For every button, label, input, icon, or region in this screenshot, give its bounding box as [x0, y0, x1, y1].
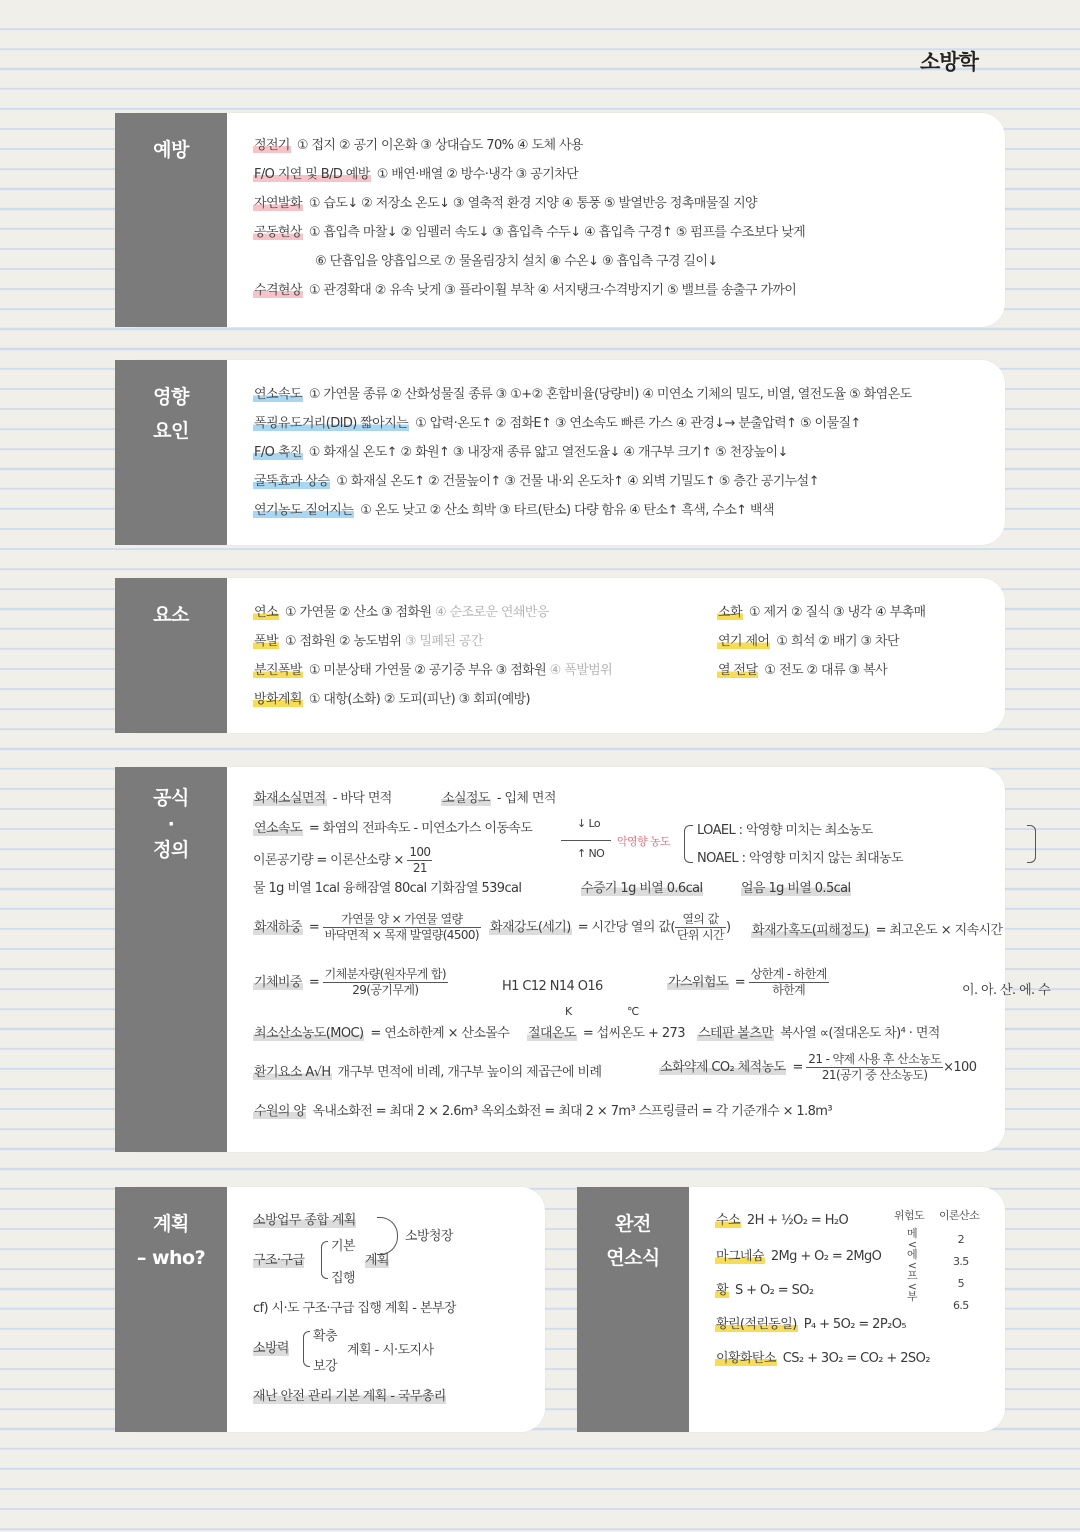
- def-keyword: 화재하중: [254, 920, 302, 935]
- row-text: ① 화재실 온도↑ ② 화원↑ ③ 내장재 종류 얇고 열전도율↓ ④ 개구부 크기↑ ⑤ 천장높이↓: [308, 445, 788, 460]
- prevention-label: 예방: [115, 113, 227, 327]
- factors-card: [115, 360, 1005, 545]
- fraction-den: 바닥면적 × 목재 발열량(4500): [324, 928, 480, 942]
- gas-risk-def: 가스위험도 = $\frac{\text{상한계 - 하한계}}{\text{하한계}}$: [668, 967, 827, 997]
- fraction-num: 기체분자량(원자무게 합): [324, 967, 446, 981]
- def-keyword: 화재강도(세기): [490, 920, 571, 935]
- prevention-row: [253, 218, 1005, 247]
- table-cell: 2: [957, 1233, 965, 1246]
- def-text: = 연소하한계 × 산소몰수: [370, 1026, 510, 1041]
- fraction-den: 21: [412, 861, 427, 875]
- def-text: = 화염의 전파속도 - 미연소가스 이동속도: [308, 821, 533, 836]
- fraction: [675, 912, 726, 943]
- plan-label-1: 계획: [153, 1213, 189, 1235]
- combustion-label-1: 완전: [615, 1213, 651, 1235]
- elements-right-column: [717, 598, 926, 685]
- prevention-row: [253, 160, 1005, 189]
- row-text: 2Mg + O₂ = 2MgO: [770, 1249, 882, 1264]
- fraction: [806, 1052, 943, 1083]
- def-text: - 바닥 면적: [332, 791, 392, 806]
- row-keyword: 폭굉유도거리(DID) 짧아지는: [254, 416, 409, 431]
- lo-label: ↓ Lo: [577, 817, 600, 830]
- def-keyword: 화재가혹도(피해정도): [752, 923, 869, 938]
- fire-load-def: 화재하중 = $\frac{\text{가연물 양 × 가연물 열량}}{\text{바닥면적 × 목재 발열량(4500)}}$: [254, 912, 480, 942]
- def-keyword: 가스위험도: [668, 975, 728, 990]
- row-text: ① 온도 낮고 ② 산소 희박 ③ 타르(탄소) 다량 함유 ④ 탄소↑ 흑색, 수소↑ 백색: [360, 503, 774, 518]
- row-muted-text: ④ 폭발범위: [549, 663, 613, 678]
- fraction: [749, 967, 829, 998]
- bracket-left: [684, 825, 693, 863]
- plan-row-5: 재난 안전 관리 기본 계획 - 국무총리: [253, 1385, 446, 1404]
- row-keyword: 이황화탄소: [716, 1351, 776, 1366]
- def-text: 복사열 ∝(절대온도 차)⁴ · 면적: [780, 1026, 940, 1041]
- plan-row-2-plan: 계획: [365, 1249, 389, 1268]
- plan-row-2-basic: 기본: [331, 1239, 355, 1254]
- table-cell: <: [907, 1279, 917, 1293]
- def-keyword: 화재소실면적: [254, 791, 326, 806]
- table-cell: <: [907, 1237, 917, 1251]
- row-text: ① 제거 ② 질식 ③ 냉각 ④ 부촉매: [748, 605, 926, 620]
- row-text: ① 관경확대 ② 유속 낮게 ③ 플라이휠 부착 ④ 서지탱크·수격방지기 ⑤ 밸브를 송출구 가까이: [308, 283, 797, 298]
- combustion-label-2: 연소식: [606, 1247, 660, 1269]
- divider-line: [561, 840, 611, 841]
- row-muted-text: ④ 순조로운 연쇄반응: [434, 605, 549, 620]
- elements-card: [115, 578, 1005, 733]
- row-keyword: 소화: [718, 605, 742, 620]
- plan-label-2: – who?: [136, 1247, 206, 1269]
- def-text: 이론공기량 = 이론산소량 ×: [253, 853, 404, 868]
- kelvin-label: K: [565, 1005, 572, 1018]
- ventilation-def: [253, 1061, 601, 1080]
- formulas-label-2: 정의: [153, 839, 189, 861]
- factors-label-2: 요인: [153, 420, 189, 442]
- plan-row-4-top: 확충: [313, 1329, 337, 1344]
- loael-def: LOAEL : 악영향 미치는 최소농도: [697, 823, 873, 838]
- def-keyword: 소화약제 CO₂ 체적농도: [660, 1060, 786, 1075]
- combustion-row: [715, 1347, 930, 1366]
- combustion-body: [689, 1187, 1005, 1432]
- multiplier: ×100: [943, 1060, 977, 1075]
- row-keyword: 정전기: [254, 138, 290, 153]
- table-cell: 5: [957, 1277, 965, 1290]
- fraction-den: 하한계: [772, 983, 806, 997]
- row-text: ① 미분상태 가연물 ② 공기중 부유 ③ 점화원: [308, 663, 547, 678]
- plan-row-2-left: 구조·구급: [253, 1249, 304, 1268]
- row-keyword: 굴뚝효과 상승: [254, 474, 330, 489]
- steam-heat-def: 수증기 1g 비열 0.6cal: [581, 877, 703, 896]
- row-keyword: 황: [716, 1283, 728, 1298]
- fraction-num: 열의 값: [675, 912, 726, 928]
- def-keyword: 스테판 볼츠만: [698, 1026, 774, 1041]
- elements-row: [253, 627, 612, 656]
- elements-row: [253, 598, 612, 627]
- plan-row-1-right: 소방청장: [405, 1229, 453, 1244]
- row-keyword: 연기농도 짙어지는: [254, 503, 354, 518]
- row-keyword: 공동현상: [254, 225, 302, 240]
- plan-row-1: 소방업무 종합 계획: [253, 1209, 356, 1228]
- plan-row-2-exec: 집행: [331, 1271, 355, 1286]
- row-text: S + O₂ = SO₂: [734, 1283, 814, 1298]
- elements-row: [253, 685, 612, 714]
- row-text: ① 가연물 종류 ② 산화성물질 종류 ③ ①+② 혼합비율(당량비) ④ 미연소 기체의 밀도, 비열, 열전도율 ⑤ 화염온도: [308, 387, 912, 402]
- burning-speed-def: [253, 817, 532, 836]
- row-text: ① 점화원 ② 농도범위: [284, 634, 402, 649]
- fraction: [323, 912, 481, 943]
- row-text: P₄ + 5O₂ = 2P₂O₅: [803, 1317, 906, 1332]
- fraction-den: 단위 시간: [676, 928, 725, 942]
- fraction-num: 가연물 양 × 가연물 열량: [323, 912, 481, 928]
- def-keyword: 소실정도: [442, 791, 490, 806]
- row-text: ① 희석 ② 배기 ③ 차단: [776, 634, 899, 649]
- elements-body: [227, 578, 1005, 733]
- water-heat-def: 물 1g 비열 1cal 융해잠열 80cal 기화잠열 539cal: [253, 881, 522, 896]
- fraction-den: 21(공기 중 산소농도): [821, 1068, 928, 1082]
- fire-intensity-def: 화재강도(세기) = 시간당 열의 값( $\frac{\text{열의 값}}{\text{단위 시간}}$ ): [490, 912, 731, 942]
- fraction-den: 29(공기무게): [352, 983, 419, 997]
- plan-row-4-bot: 보강: [313, 1359, 337, 1374]
- abs-temp-def: [527, 1022, 685, 1041]
- prevention-row: [253, 276, 1005, 305]
- prevention-row: [253, 189, 1005, 218]
- fire-severity-def: [751, 919, 1002, 938]
- def-text: = 섭씨온도 + 273: [582, 1026, 685, 1041]
- elements-label: 요소: [115, 578, 227, 733]
- factors-body: [227, 360, 1005, 545]
- row-text: 2H + ½O₂ = H₂O: [746, 1213, 849, 1228]
- prevention-row: [253, 131, 1005, 160]
- combustion-label: [577, 1187, 689, 1432]
- no-label: ↑ NO: [577, 847, 605, 860]
- water-source-def: [253, 1100, 832, 1119]
- row-muted-text: ③ 밀폐된 공간: [404, 634, 483, 649]
- table-col-risk: [907, 1229, 917, 1303]
- factors-row: [253, 496, 1005, 525]
- row-text: ① 대항(소화) ② 도피(피난) ③ 회피(예방): [308, 692, 530, 707]
- table-cell: 3.5: [953, 1255, 969, 1268]
- factors-row: [253, 380, 1005, 409]
- row-text: ① 배연·배열 ② 방수·냉각 ③ 공기차단: [376, 167, 579, 182]
- plan-card: [115, 1187, 545, 1432]
- def-keyword: 연소속도: [254, 821, 302, 836]
- moc-def: [253, 1022, 509, 1041]
- fraction: [407, 845, 432, 876]
- table-col-oxygen: [953, 1229, 969, 1317]
- factors-row: [253, 438, 1005, 467]
- burned-area-def: [253, 787, 392, 806]
- row-keyword: 수격현상: [254, 283, 302, 298]
- fraction-num: 100: [409, 845, 431, 859]
- row-keyword: 수소: [716, 1213, 740, 1228]
- row-keyword: 마그네슘: [716, 1249, 764, 1264]
- row-keyword: 황린(적린동일): [716, 1317, 797, 1332]
- combustion-row: [715, 1245, 881, 1264]
- table-cell: <: [907, 1258, 917, 1272]
- prevention-card: [115, 113, 1005, 327]
- plan-row-3: cf) 시·도 구조·구급 집행 계획 - 본부장: [253, 1301, 456, 1316]
- row-keyword: 방화계획: [254, 692, 302, 707]
- def-keyword: 기체비중: [254, 975, 302, 990]
- fraction-num: 21 - 약제 사용 후 산소농도: [808, 1052, 942, 1066]
- gas-sg-def: 기체비중 = $\frac{\text{기체분자량(원자무게 합)}}{\text{29(공기무게)}}$: [254, 967, 446, 997]
- stefan-boltzmann-def: [697, 1022, 940, 1041]
- row-keyword: 자연발화: [254, 196, 302, 211]
- def-keyword: 절대온도: [528, 1026, 576, 1041]
- page-title: 소방학: [920, 50, 978, 74]
- table-cell: 에: [907, 1248, 918, 1261]
- combustion-row: [715, 1313, 906, 1332]
- def-keyword: 수원의 양: [254, 1104, 306, 1119]
- row-keyword: 열 전달: [718, 663, 758, 678]
- elements-row: [717, 627, 926, 656]
- formulas-card: [115, 767, 1051, 1152]
- elements-row: [717, 656, 926, 685]
- prevention-body: [227, 113, 1005, 327]
- row-text: ① 화재실 온도↑ ② 건물높이↑ ③ 건물 내·외 온도차↑ ④ 외벽 기밀도↑ ⑤ 층간 공기누설↑: [336, 474, 819, 489]
- toxic-label: 악영향 농도: [617, 835, 671, 848]
- def-text: = 최고온도 × 지속시간: [875, 923, 1003, 938]
- combustion-row: [715, 1279, 813, 1298]
- prevention-row: [253, 247, 1005, 276]
- celsius-label: ℃: [627, 1005, 639, 1018]
- row-text: CS₂ + 3O₂ = CO₂ + 2SO₂: [782, 1351, 930, 1366]
- formulas-label-dot: ·: [167, 813, 175, 835]
- plan-brace: [303, 1331, 310, 1367]
- plan-row-4-left: 소방력: [253, 1337, 289, 1356]
- table-cell: 프: [907, 1269, 918, 1282]
- factors-label-1: 영향: [153, 386, 189, 408]
- co2-concentration-def: 소화약제 CO₂ 체적농도 = $\frac{\text{21 - 약제 사용 후 산소농도}}{\text{21(공기 중 산소농도)}}$ ×100: [660, 1052, 977, 1082]
- row-keyword: 연소속도: [254, 387, 302, 402]
- formulas-label: [115, 767, 227, 1152]
- def-text: = 시간당 열의 값: [577, 920, 671, 935]
- elements-row: [253, 656, 612, 685]
- atomic-weights: H1 C12 N14 O16: [502, 979, 603, 994]
- gas-risk-order: 이. 아. 산. 에. 수: [962, 983, 1051, 998]
- row-text: ① 전도 ② 대류 ③ 복사: [764, 663, 887, 678]
- row-text: ① 흡입측 마찰↓ ② 임펠러 속도↓ ③ 흡입측 수두↓ ④ 흡입측 구경↑ ⑤ 펌프를 수조보다 낮게: [308, 225, 806, 240]
- row-text: ① 가연물 ② 산소 ③ 점화원: [284, 605, 432, 620]
- elements-row: [717, 598, 926, 627]
- row-keyword: 폭발: [254, 634, 278, 649]
- row-keyword: 연기 제어: [718, 634, 770, 649]
- plan-label: [115, 1187, 227, 1432]
- plan-body: [227, 1187, 545, 1432]
- row-keyword: 분진폭발: [254, 663, 302, 678]
- fraction: [323, 967, 448, 998]
- fraction-num: 상한계 - 하한계: [750, 967, 827, 981]
- row-keyword: F/O 지연 및 B/D 예방: [254, 167, 370, 182]
- def-keyword: 최소산소농도(MOC): [254, 1026, 364, 1041]
- ice-heat-def: 얼음 1g 비열 0.5cal: [741, 877, 851, 896]
- table-head-oxygen: 이론산소: [939, 1209, 980, 1222]
- burn-degree-def: [441, 787, 556, 806]
- row-text: ⑥ 단흡입을 양흡입으로 ⑦ 물올림장치 설치 ⑧ 수온↓ ⑨ 흡입측 구경 길이↓: [315, 254, 718, 269]
- plan-row-4-mid: 계획 - 시·도지사: [347, 1343, 434, 1358]
- bracket-right: [1027, 825, 1036, 863]
- row-text: ① 접지 ② 공기 이온화 ③ 상대습도 70% ④ 도체 사용: [296, 138, 583, 153]
- def-text: 개구부 면적에 비례, 개구부 높이의 제곱근에 비례: [337, 1065, 602, 1080]
- row-keyword: 연소: [254, 605, 278, 620]
- def-text: 옥내소화전 = 최대 2 × 2.6m³ 옥외소화전 = 최대 2 × 7m³ 스프링클러 = 각 기준개수 × 1.8m³: [312, 1104, 832, 1119]
- table-head-risk: 위험도: [894, 1209, 925, 1222]
- table-cell: 6.5: [953, 1299, 969, 1312]
- combustion-card: [577, 1187, 1005, 1432]
- factors-label: [115, 360, 227, 545]
- table-cell: 부: [907, 1290, 918, 1303]
- factors-row: [253, 409, 1005, 438]
- row-keyword: F/O 촉진: [254, 445, 302, 460]
- formulas-body: [227, 767, 1051, 1152]
- noael-def: NOAEL : 악영향 미치지 않는 최대농도: [697, 851, 904, 866]
- table-cell: 메: [907, 1227, 918, 1240]
- formulas-label-1: 공식: [153, 787, 189, 809]
- row-text: ① 압력·온도↑ ② 점화E↑ ③ 연소속도 빠른 가스 ④ 관경↓→ 분출압력↑ ⑤ 이물질↑: [415, 416, 861, 431]
- theoretical-air-def: [253, 845, 432, 876]
- row-text: ① 습도↓ ② 저장소 온도↓ ③ 열축적 환경 지양 ④ 통풍 ⑤ 발열반응 정촉매물질 지양: [308, 196, 758, 211]
- elements-left-column: [253, 598, 612, 714]
- combustion-row: [715, 1209, 848, 1228]
- def-keyword: 환기요소 A√H: [254, 1065, 331, 1080]
- plan-brace: [321, 1241, 328, 1279]
- factors-row: [253, 467, 1005, 496]
- def-text: - 입체 면적: [496, 791, 556, 806]
